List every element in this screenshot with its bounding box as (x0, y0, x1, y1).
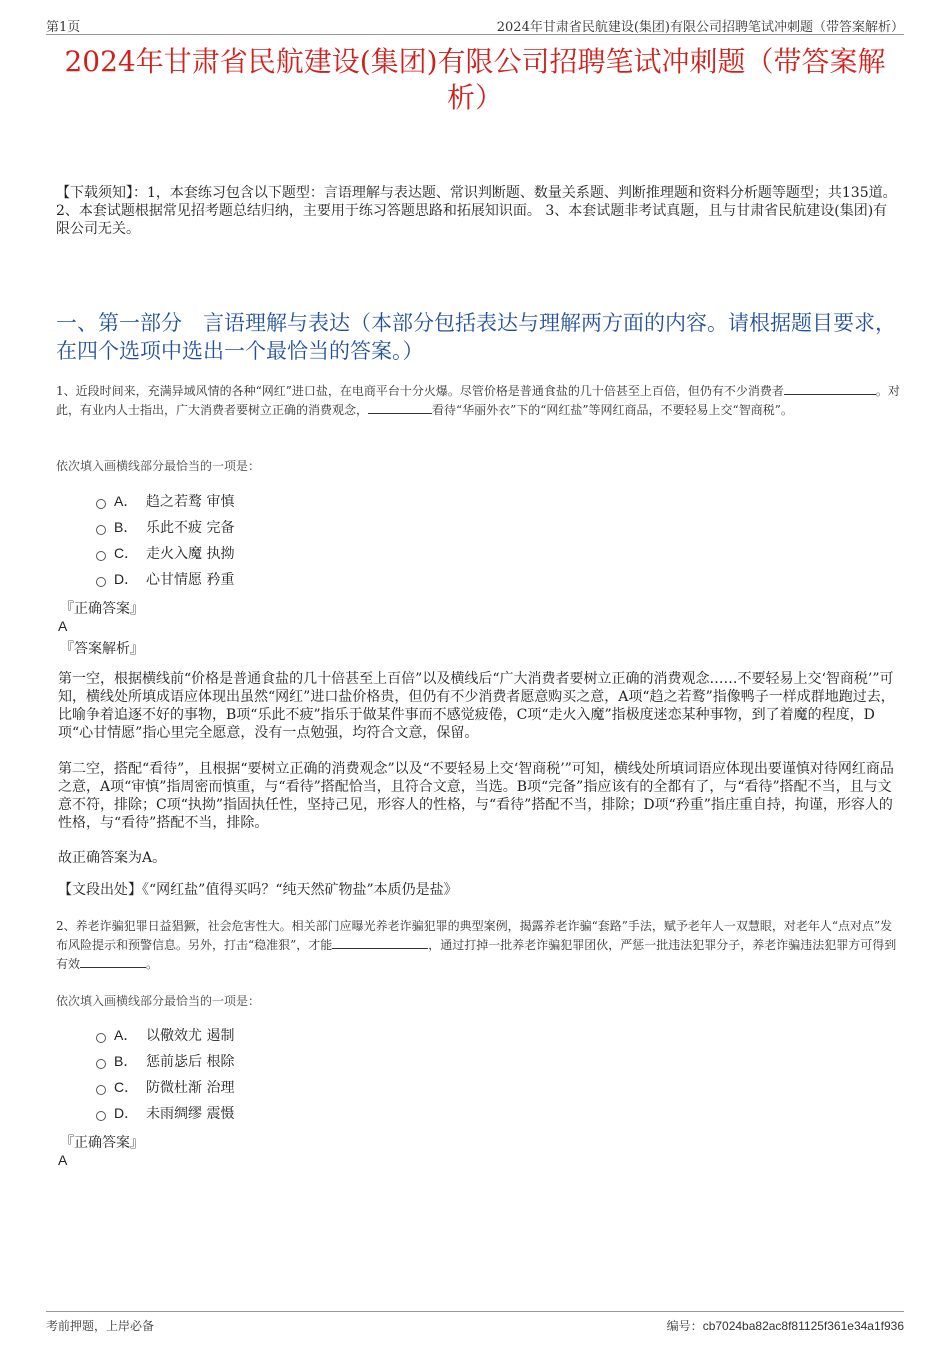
q2-blank-1 (332, 936, 428, 949)
q2-text-part1: 2、养老诈骗犯罪日益猖獗，社会危害性大。相关部门应曝光养老诈骗犯罪的典型案例，揭露养老诈骗“套路”手法，赋予老年人一双慧眼，对老年人“点对点”发布风险提示和预警信息。另外，打击“稳准狠”，才能 (56, 919, 893, 952)
q2-option-a[interactable]: A． 以儆效尤 遏制 (96, 1026, 234, 1044)
q1-analysis-label: 『答案解析』 (60, 641, 144, 657)
radio-icon[interactable] (96, 525, 106, 535)
q1-analysis-paragraph-1: 第一空，根据横线前“价格是普通食盐的几十倍甚至上百倍”以及横线后“广大消费者要树立正确的消费观念……不要轻易上交‘智商税’”可知，横线处所填成语应体现出虽然“网红”进口盐价格贵，但仍有不少消费者愿意购买之意，A项“趋之若鹜”指像鸭子一样成群地跑过去，比喻争着追逐不好的事物，B项“乐此不疲”指乐于做某件事而不感觉疲倦，C项“走火入魔”指极度迷恋某种事物，到了着魔的程度，D项“心甘情愿”指心里完全愿意，没有一点勉强，均符合文意，保留。 (58, 671, 895, 741)
page-header (46, 14, 904, 35)
q2-prompt: 依次填入画横线部分最恰当的一项是： (56, 994, 261, 1008)
q2-answer-label: 『正确答案』 (60, 1135, 144, 1151)
page-footer (46, 1311, 904, 1333)
q2-text-part3: 。 (146, 957, 159, 971)
q1-option-d[interactable]: D． 心甘情愿 矜重 (96, 570, 234, 588)
q1-conclusion: 故正确答案为A。 (58, 850, 167, 866)
question-2-stem (56, 917, 900, 974)
radio-icon[interactable] (96, 499, 106, 509)
radio-icon[interactable] (96, 551, 106, 561)
q1-prompt: 依次填入画横线部分最恰当的一项是： (56, 459, 261, 473)
q1-answer: A (58, 618, 68, 634)
q1-option-c[interactable]: C． 走火入魔 执拗 (96, 544, 234, 562)
q1-analysis-paragraph-2: 第二空，搭配“看待”，且根据“要树立正确的消费观念”以及“不要轻易上交‘智商税’”可知，横线处所填词语应体现出要谨慎对待网红商品之意，A项“审慎”指周密而慎重，与“看待”搭配恰当，且符合文意，当选。B项“完备”指应该有的全都有了，与“看待”搭配不当，且与文意不符，排除；C项“执拗”指固执任性，坚持己见，形容人的性格，与“看待”搭配不当，排除；D项“矜重”指庄重自持，拘谨，形容人的性格，与“看待”搭配不当，排除。 (58, 761, 894, 831)
q2-text-part2: ，通过打掉一批养老诈骗犯罪团伙，严惩一批违法犯罪分子，养老诈骗违法犯罪方可得到有效 (56, 938, 897, 971)
download-notice: 【下载须知】：1，本套练习包含以下题型：言语理解与表达题、常识判断题、数量关系题、判断推理题和资料分析题等题型；共135道。 2、本套试题根据常见招考题总结归纳，主要用于练习答题思路和拓展知识面。 3、本套试题非考试真题，且与甘肃省民航建设(集团)有限公司无关。 (56, 185, 897, 237)
footer-code-label: 编号： (666, 1319, 703, 1333)
q2-option-b[interactable]: B． 惩前毖后 根除 (96, 1052, 234, 1070)
footer-slogan: 考前押题，上岸必备 (46, 1319, 155, 1333)
footer-code (667, 1317, 904, 1334)
section-heading: 一、第一部分 言语理解与表达（本部分包括表达与理解两方面的内容。请根据题目要求，在四个选项中选出一个最恰当的答案。） (56, 311, 896, 363)
q1-source: 【文段出处】《“网红盐”值得买吗？“纯天然矿物盐”本质仍是盐》 (58, 882, 458, 898)
q1-option-b[interactable]: B． 乐此不疲 完备 (96, 518, 234, 536)
q1-blank-1 (784, 382, 876, 395)
q1-text-part3: 看待“华丽外衣”下的“网红盐”等网红商品，不要轻易上交“智商税”。 (432, 403, 793, 417)
radio-icon[interactable] (96, 577, 106, 587)
header-doc-title: 2024年甘肃省民航建设(集团)有限公司招聘笔试冲刺题（带答案解析） (496, 20, 904, 35)
q1-blank-2 (368, 401, 432, 414)
radio-icon[interactable] (96, 1033, 106, 1043)
q1-option-a[interactable]: A． 趋之若鹜 审慎 (96, 492, 234, 510)
page-title: 2024年甘肃省民航建设(集团)有限公司招聘笔试冲刺题（带答案解析） (64, 45, 886, 114)
radio-icon[interactable] (96, 1085, 106, 1095)
page-number: 第1页 (46, 20, 81, 35)
q1-text-part2: 。对此，有业内人士指出，广大消费者要树立正确的消费观念， (56, 384, 900, 417)
q2-option-c[interactable]: C． 防微杜渐 治理 (96, 1078, 234, 1096)
q1-answer-label: 『正确答案』 (60, 601, 144, 617)
q2-answer: A (58, 1152, 68, 1168)
footer-code-value: cb7024ba82ac8f81125f361e34a1f936 (702, 1319, 904, 1333)
question-1-stem (56, 382, 900, 420)
q1-text-part1: 1、近段时间来，充满异域风情的各种“网红”进口盐，在电商平台十分火爆。尽管价格是普通食盐的几十倍甚至上百倍，但仍有不少消费者 (56, 384, 784, 398)
radio-icon[interactable] (96, 1111, 106, 1121)
radio-icon[interactable] (96, 1059, 106, 1069)
q2-blank-2 (80, 955, 146, 968)
q2-option-d[interactable]: D． 未雨绸缪 震慑 (96, 1104, 234, 1122)
